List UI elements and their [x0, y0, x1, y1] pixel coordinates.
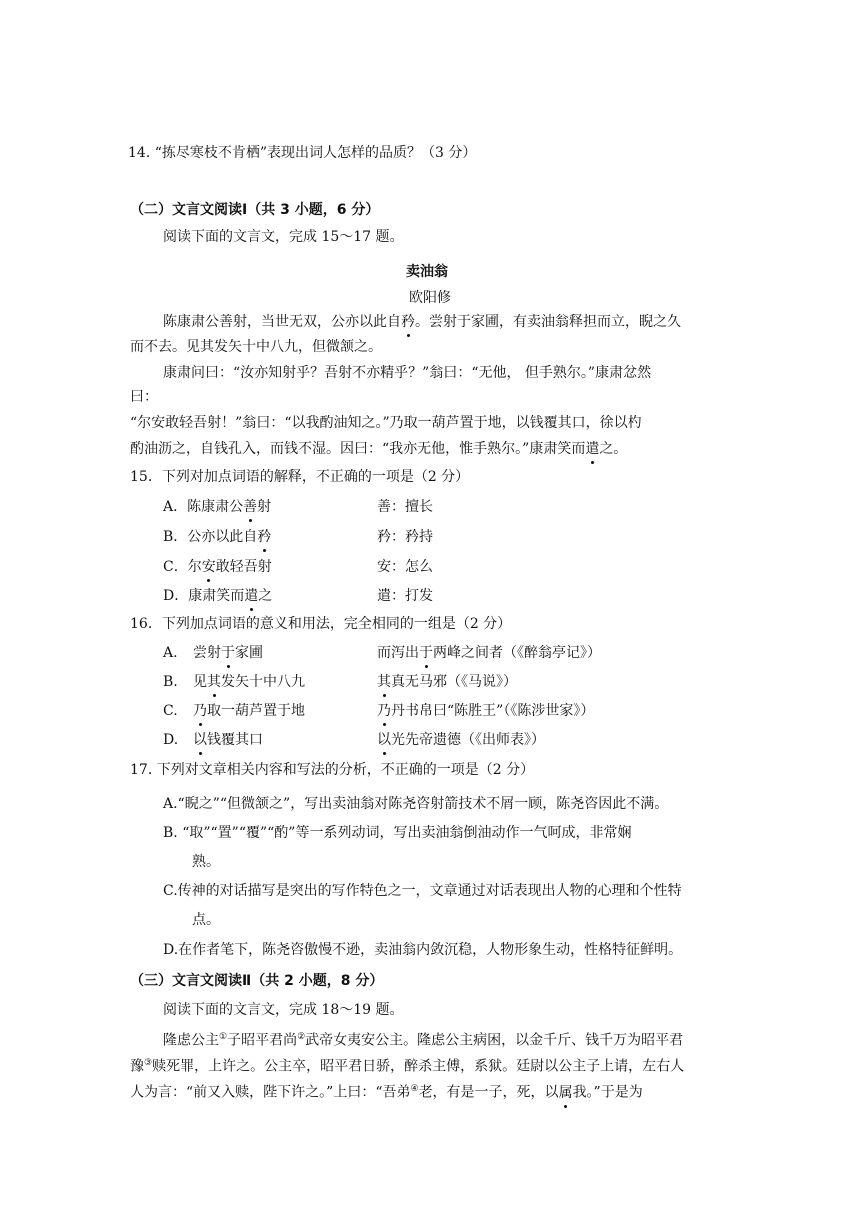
dotted-word: 以 [193, 732, 207, 748]
text-span: 真无马邪（《马说》） [391, 674, 517, 690]
q15-option-c [163, 557, 272, 577]
passage2-line [130, 1079, 643, 1103]
text-span: 见 [193, 674, 207, 690]
section-3-heading: （三）文言文阅读Ⅱ（共 2 小题，8 分） [130, 973, 384, 989]
dotted-word: 于 [221, 645, 235, 661]
option-letter: B. [163, 674, 178, 690]
text-span: 老，有是一子，死，以 [418, 1084, 559, 1101]
text-span: 人为言：“前又入赎，陛下许之。”上曰：“吾弟 [130, 1084, 411, 1101]
option-letter: A. [163, 645, 178, 661]
q15-option-c-gloss: 安：怎么 [377, 559, 433, 575]
section-3-intro: 阅读下面的文言文，完成 18～19 题。 [163, 1002, 404, 1018]
text-span: 隆虑公主 [163, 1032, 219, 1049]
dotted-word: 安 [201, 559, 216, 575]
question-17-stem: 17. 下列对文章相关内容和写法的分析，不正确的一项是（2 分） [130, 762, 535, 778]
q17-option-d: D.在作者笔下，陈尧咨傲慢不逊，卖油翁内敛沉稳，人物形象生动，性格特征鲜明。 [163, 942, 683, 958]
text-span: B．公亦以此自 [163, 529, 258, 545]
text-span: 武帝女夷安公主。隆虑公主病困，以金千斤、钱千万为昭平君 [305, 1032, 684, 1049]
text-span: 丹书帛曰“陈胜王”（《陈涉世家》） [391, 703, 595, 719]
text-span: 而泻出 [377, 645, 419, 661]
text-span: 赎死罪，上许之。公主卒，昭平君日骄，醉杀主傅，系狱。廷尉以公主子上请，左右人 [152, 1058, 685, 1075]
text-span: 我。”于是为 [572, 1084, 643, 1101]
dotted-word: 乃 [193, 703, 207, 719]
text-span: 射 [257, 499, 272, 515]
q16-option-c-right [377, 701, 594, 721]
text-span: 之 [258, 588, 273, 604]
dotted-word: 其 [207, 674, 221, 690]
passage-line: 而不去。见其发矢十中八九，但微颔之。 [130, 339, 382, 355]
q17-option-c-cont: 点。 [192, 912, 220, 928]
passage-line: “尔安敢轻吾射！”翁曰：“以我酌油知之。”乃取一葫芦置于地，以钱覆其口，徐以杓 [130, 415, 642, 431]
footnote-marker: ② [297, 1032, 306, 1042]
passage-line: 康肃问曰：“汝亦知射乎？吾射不亦精乎？”翁曰：“无他， 但手熟尔。”康肃忿然 [163, 365, 652, 381]
q17-option-b-cont: 熟。 [192, 854, 220, 870]
q15-option-d [163, 586, 272, 606]
passage-line: 曰： [130, 389, 158, 405]
footnote-marker: ③ [144, 1058, 153, 1068]
dotted-word: 其 [377, 674, 391, 690]
q16-option-a [163, 643, 263, 663]
passage2-line [130, 1053, 684, 1077]
q17-option-b: B. “取”“置”“覆”“酌”等一系列动词，写出卖油翁倒油动作一气呵成，非常娴 [163, 825, 632, 841]
question-16-stem: 16．下列加点词语的意义和用法，完全相同的一组是（2 分） [130, 616, 512, 632]
q16-option-d [163, 730, 263, 750]
dotted-word: 矜 [257, 529, 272, 545]
q16-option-c [163, 701, 305, 721]
text-span: 敢轻吾射 [215, 559, 272, 575]
option-letter: D. [163, 732, 179, 748]
q16-option-a-right [377, 643, 601, 663]
passage-title: 卖油翁 [406, 264, 448, 280]
text-span: 之。 [599, 441, 628, 457]
text-span: 子昭平君尚 [227, 1032, 298, 1049]
q17-option-a: A.“睨之”“但微颔之”，写出卖油翁对陈尧咨射箭技术不屑一顾，陈尧咨因此不满。 [163, 796, 669, 812]
q15-option-b [163, 527, 271, 547]
text-span: C．尔 [163, 559, 202, 575]
q17-option-c: C.传神的对话描写是突出的写作特色之一，文章通过对话表现出人物的心理和个性特 [163, 883, 682, 899]
dotted-word: 矜 [401, 314, 415, 330]
dotted-word: 遣 [585, 441, 600, 457]
text-span: 豫 [130, 1058, 144, 1075]
question-15-stem: 15．下列对加点词语的解释，不正确的一项是（2 分） [130, 469, 470, 485]
q15-option-b-gloss: 矜：矜持 [377, 529, 433, 545]
q15-option-a-gloss: 善：擅长 [377, 499, 433, 515]
text-span: 光先帝遗德（《出师表》） [391, 732, 545, 748]
dotted-word: 属 [558, 1084, 573, 1101]
section-2-intro: 阅读下面的文言文，完成 15～17 题。 [163, 229, 404, 245]
text-span: A．陈康肃公 [163, 499, 244, 515]
passage-line [163, 312, 681, 332]
dotted-word: 遣 [244, 588, 259, 604]
text-span: 钱覆其口 [207, 732, 263, 748]
question-14: 14. “拣尽寒枝不肯栖”表现出词人怎样的品质？（3 分） [128, 145, 477, 161]
q15-option-d-gloss: 遣：打发 [377, 588, 433, 604]
section-2-heading: （二）文言文阅读Ⅰ（共 3 小题，6 分） [130, 202, 380, 218]
text-span: 。尝射于家圃，有卖油翁释担而立，睨之久 [415, 314, 681, 330]
text-span: 尝射 [193, 645, 221, 661]
option-letter: C. [163, 703, 178, 719]
passage2-line [163, 1027, 683, 1051]
dotted-word: 善 [243, 499, 258, 515]
text-span: 取一葫芦置于地 [207, 703, 305, 719]
footnote-marker: ① [219, 1032, 228, 1042]
passage-author: 欧阳修 [409, 290, 451, 306]
q15-option-a [163, 497, 271, 517]
q16-option-d-right [377, 730, 545, 750]
text-span: 发矢十中八九 [221, 674, 305, 690]
dotted-word: 以 [377, 732, 391, 748]
passage-line [130, 439, 627, 459]
footnote-marker: ④ [410, 1084, 419, 1094]
text-span: 陈康肃公善射，当世无双，公亦以此自 [163, 314, 401, 330]
text-span: D．康肃笑而 [163, 588, 245, 604]
dotted-word: 于 [419, 645, 433, 661]
text-span: 家圃 [235, 645, 263, 661]
q16-option-b-right [377, 672, 517, 692]
q16-option-b [163, 672, 305, 692]
text-span: 酌油沥之，自钱孔入，而钱不湿。因曰：“我亦无他，惟手熟尔。”康肃笑而 [130, 441, 586, 457]
dotted-word: 乃 [377, 703, 391, 719]
text-span: 两峰之间者（《醉翁亭记》） [433, 645, 601, 661]
